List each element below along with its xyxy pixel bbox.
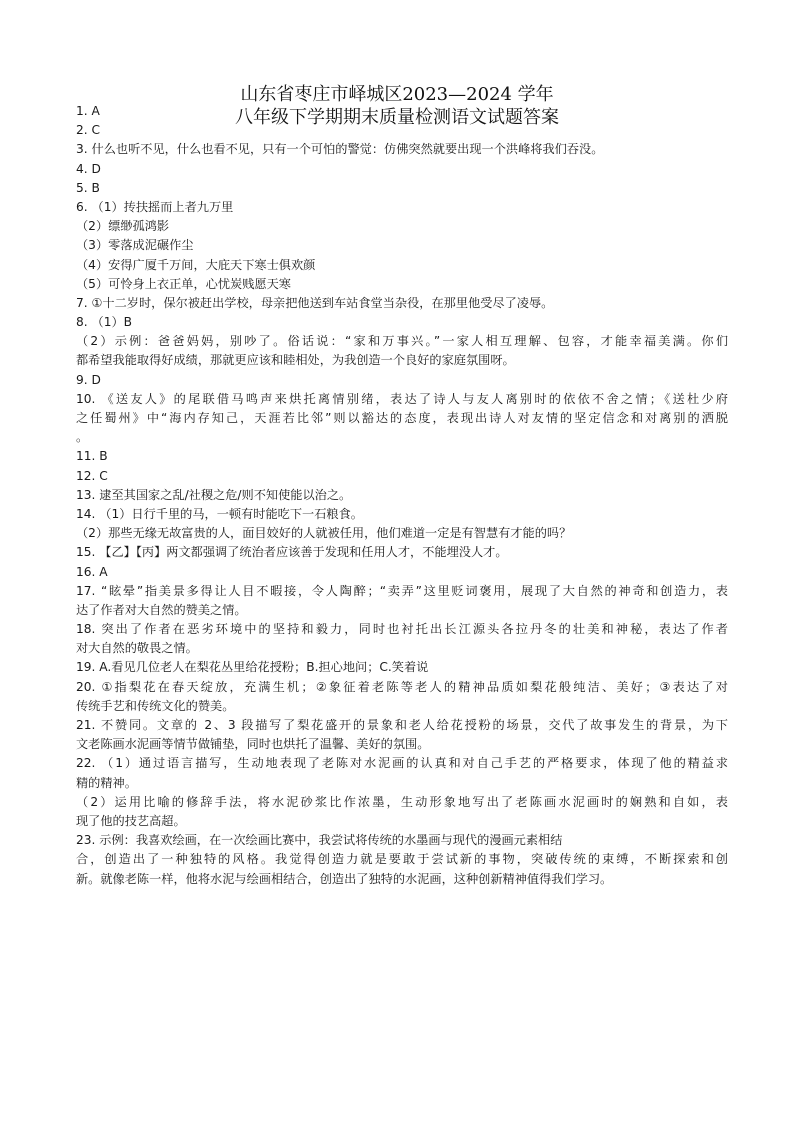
answer-line: 18. 突出了作者在恶劣环境中的坚持和毅力，同时也衬托出长江源头各拉丹冬的壮美和神秘，表达了作者: [76, 622, 728, 637]
answer-line: 之任蜀州》中“海内存知己，天涯若比邻”则以豁达的态度，表现出诗人对友情的坚定信念和对离别的洒脱: [76, 411, 728, 425]
answer-line: （2）那些无缘无故富贵的人，面目姣好的人就被任用，他们难道一定是有智慧有才能的吗？: [76, 526, 572, 541]
answer-line: （3）零落成泥碾作尘: [76, 238, 194, 253]
answer-line: 精的精神。: [76, 775, 137, 790]
answer-line: （2）示例：爸爸妈妈，别吵了。俗话说：“家和万事兴。”一家人相互理解、包容，才能幸福美满。你们: [76, 334, 728, 349]
answer-line: 3. 什么也听不见，什么也看不见，只有一个可怕的警觉：仿佛突然就要出现一个洪峰将我们吞没。: [76, 142, 604, 157]
answer-line: 1. A: [76, 104, 100, 118]
answer-line: （2）运用比喻的修辞手法，将水泥砂浆比作浓墨，生动形象地写出了老陈画水泥画时的娴熟和自如，表: [76, 794, 728, 809]
answer-line: 达了作者对大自然的赞美之情。: [76, 602, 247, 617]
answer-body: [76, 102, 728, 889]
answer-line: 文老陈画水泥画等情节做铺垫，同时也烘托了温馨、美好的氛围。: [76, 737, 430, 752]
answer-line: 8. （1）B: [76, 315, 132, 330]
answer-line: 6. （1）抟扶摇而上者九万里: [76, 199, 234, 214]
answer-line: 新。就像老陈一样，他将水泥与绘画相结合，创造出了独特的水泥画，这种创新精神值得我们学习。: [76, 871, 613, 886]
answer-line: 5. B: [76, 180, 100, 195]
answer-line: 16. A: [76, 564, 108, 579]
answer-line: 14. （1）日行千里的马，一顿有时能吃下一石粮食。: [76, 506, 363, 521]
answer-line: 15. 【乙】【丙】两文都强调了统治者应该善于发现和任用人才，不能埋没人才。: [76, 545, 508, 560]
answer-line: 22. （1）通过语言描写，生动地表现了老陈对水泥画的认真和对自己手艺的严格要求，体现了他的精益求: [76, 756, 728, 771]
answer-line: 都希望我能取得好成绩，那就更应该和睦相处，为我创造一个良好的家庭氛围呀。: [76, 353, 515, 368]
answer-line: 传统手艺和传统文化的赞美。: [76, 698, 235, 713]
answer-line: 20. ①指梨花在春天绽放，充满生机；②象征着老陈等老人的精神品质如梨花般纯洁、美好；③表达了对: [76, 679, 728, 694]
answer-line: 11. B: [76, 449, 108, 464]
answer-line: 12. C: [76, 468, 108, 483]
title-line-2: 八年级下学期期末质量检测语文试题答案: [235, 107, 559, 128]
answer-line: 21. 不赞同。文章的 2、3 段描写了梨花盛开的景象和老人给花授粉的场景，交代了故事发生的背景，为下: [76, 718, 728, 732]
answer-line: 合，创造出了一种独特的风格。我觉得创造力就是要敢于尝试新的事物，突破传统的束缚，不断探索和创: [76, 852, 728, 867]
title-line-1: 山东省枣庄市峄城区2023—2024 学年: [240, 84, 554, 105]
answer-line: （4）安得广厦千万间，大庇天下寒士俱欢颜: [76, 257, 316, 272]
answer-line: 13. 逮至其国家之乱/社稷之危/则不知使能以治之。: [76, 487, 352, 502]
answer-line: 现了他的技艺高超。: [76, 813, 186, 828]
answer-line: 19. A.看见几位老人在梨花丛里给花授粉；B.担心地问；C.笑着说: [76, 660, 429, 675]
answer-line: （5）可怜身上衣正单，心忧炭贱愿天寒: [76, 276, 291, 291]
answer-line: 对大自然的敬畏之情。: [76, 641, 198, 656]
answer-line: 7. ①十二岁时，保尔被赶出学校，母亲把他送到车站食堂当杂役，在那里他受尽了凌辱。: [76, 295, 554, 310]
answer-line: 9. D: [76, 372, 101, 387]
answer-line: 17. “眩晕”指美景多得让人目不暇接，令人陶醉；“卖弄”这里贬词褒用，展现了大自然的神奇和创造力，表: [76, 583, 728, 598]
answer-line: （2）缥缈孤鸿影: [76, 219, 170, 234]
answer-line: 。: [76, 430, 89, 445]
answer-line: 10. 《送友人》的尾联借马鸣声来烘托离情别绪，表达了诗人与友人离别时的依依不舍之情；《送杜少府: [76, 391, 728, 406]
answer-line: 23. 示例：我喜欢绘画，在一次绘画比赛中，我尝试将传统的水墨画与现代的漫画元素相结: [76, 833, 563, 848]
answer-line: 4. D: [76, 161, 101, 176]
answer-line: 2. C: [76, 123, 101, 138]
